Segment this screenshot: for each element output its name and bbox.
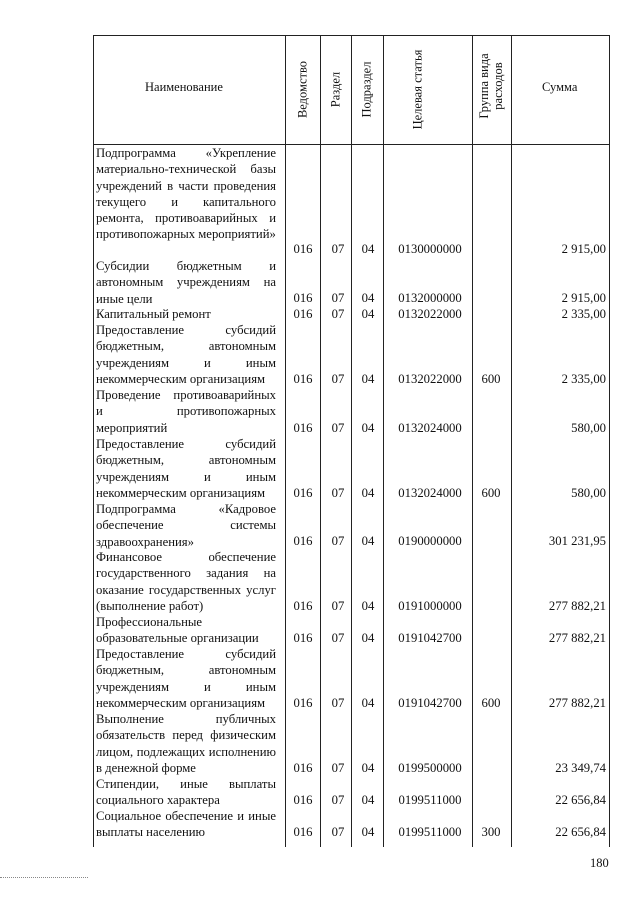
cell-section: 07 <box>331 761 345 775</box>
cell-target-article: 0199511000 <box>398 825 462 839</box>
cell-amount: 22 656,84 <box>555 825 606 839</box>
cell-subsection: 04 <box>361 372 375 386</box>
cell-department: 016 <box>293 599 313 613</box>
grid-line <box>320 35 321 847</box>
cell-department: 016 <box>293 825 313 839</box>
grid-line <box>472 35 473 847</box>
row-name: Стипендии, иные выплаты социального характера <box>96 777 276 808</box>
cell-department: 016 <box>293 242 313 256</box>
cell-section: 07 <box>331 486 345 500</box>
cell-target-article: 0130000000 <box>398 242 462 256</box>
row-name: Предоставление субсидий бюджетным, автономным учреждениям и иным некоммерческим организациям <box>96 647 276 710</box>
cell-amount: 23 349,74 <box>555 761 606 775</box>
header-expense-group: Группа вида расходов <box>477 53 505 119</box>
header-target-article: Целевая статья <box>410 49 425 130</box>
cell-amount: 277 882,21 <box>548 696 606 710</box>
cell-target-article: 0132022000 <box>398 372 462 386</box>
cell-target-article: 0132000000 <box>398 291 462 305</box>
grid-line <box>285 35 286 847</box>
grid-line <box>93 35 609 36</box>
cell-subsection: 04 <box>361 631 375 645</box>
cell-section: 07 <box>331 242 345 256</box>
cell-section: 07 <box>331 631 345 645</box>
cell-amount: 2 335,00 <box>561 307 606 321</box>
cell-amount: 22 656,84 <box>555 793 606 807</box>
cell-section: 07 <box>331 307 345 321</box>
cell-subsection: 04 <box>361 291 375 305</box>
cell-subsection: 04 <box>361 761 375 775</box>
cell-amount: 2 915,00 <box>561 242 606 256</box>
row-name: Предоставление субсидий бюджетным, автономным учреждениям и иным некоммерческим организациям <box>96 323 276 386</box>
header-department: Ведомство <box>295 60 310 119</box>
grid-line <box>511 35 512 847</box>
cell-target-article: 0190000000 <box>398 534 462 548</box>
cell-department: 016 <box>293 631 313 645</box>
cell-section: 07 <box>331 372 345 386</box>
row-name: Проведение противоаварийных и противопожарных мероприятий <box>96 388 276 435</box>
cell-subsection: 04 <box>361 825 375 839</box>
cell-expense-group: 600 <box>481 696 501 710</box>
cell-target-article: 0199511000 <box>398 793 462 807</box>
row-name: Подпрограмма «Кадровое обеспечение системы здравоохранения» <box>96 502 276 549</box>
cell-section: 07 <box>331 599 345 613</box>
cell-subsection: 04 <box>361 307 375 321</box>
cell-section: 07 <box>331 696 345 710</box>
cell-expense-group: 600 <box>481 486 501 500</box>
cell-amount: 580,00 <box>571 486 606 500</box>
cell-department: 016 <box>293 421 313 435</box>
grid-line <box>93 35 94 847</box>
cell-amount: 301 231,95 <box>548 534 606 548</box>
cell-target-article: 0191000000 <box>398 599 462 613</box>
cell-target-article: 0132024000 <box>398 421 462 435</box>
header-amount: Сумма <box>542 80 578 94</box>
header-name: Наименование <box>145 80 223 94</box>
cell-subsection: 04 <box>361 696 375 710</box>
cell-target-article: 0199500000 <box>398 761 462 775</box>
grid-line <box>609 35 610 847</box>
cell-department: 016 <box>293 696 313 710</box>
footer-divider <box>0 877 88 878</box>
page-number: 180 <box>590 856 609 870</box>
cell-department: 016 <box>293 291 313 305</box>
cell-expense-group: 300 <box>481 825 501 839</box>
cell-subsection: 04 <box>361 793 375 807</box>
cell-subsection: 04 <box>361 486 375 500</box>
cell-department: 016 <box>293 486 313 500</box>
row-name: Выполнение публичных обязательств перед физическим лицом, подлежащих исполнению в денежной форме <box>96 712 276 775</box>
cell-subsection: 04 <box>361 534 375 548</box>
row-name: Подпрограмма «Укрепление материально-технической базы учреждений в части проведения текущего и капитального ремонта, противоаварийных и противопожарных мероприятий» <box>96 146 276 242</box>
cell-target-article: 0132024000 <box>398 486 462 500</box>
cell-amount: 277 882,21 <box>548 599 606 613</box>
cell-amount: 277 882,21 <box>548 631 606 645</box>
header-subsection: Подраздел <box>359 61 374 118</box>
cell-target-article: 0132022000 <box>398 307 462 321</box>
header-section: Раздел <box>328 71 343 108</box>
cell-section: 07 <box>331 534 345 548</box>
cell-section: 07 <box>331 825 345 839</box>
cell-subsection: 04 <box>361 599 375 613</box>
cell-section: 07 <box>331 793 345 807</box>
cell-amount: 2 915,00 <box>561 291 606 305</box>
cell-target-article: 0191042700 <box>398 696 462 710</box>
cell-department: 016 <box>293 761 313 775</box>
grid-line <box>351 35 352 847</box>
cell-department: 016 <box>293 307 313 321</box>
cell-department: 016 <box>293 372 313 386</box>
cell-subsection: 04 <box>361 242 375 256</box>
cell-department: 016 <box>293 793 313 807</box>
cell-department: 016 <box>293 534 313 548</box>
row-name: Субсидии бюджетным и автономным учреждениям на иные цели <box>96 259 276 306</box>
cell-subsection: 04 <box>361 421 375 435</box>
row-name: Капитальный ремонт <box>96 307 211 321</box>
cell-expense-group: 600 <box>481 372 501 386</box>
row-name: Предоставление субсидий бюджетным, автономным учреждениям и иным некоммерческим организациям <box>96 437 276 500</box>
cell-amount: 580,00 <box>571 421 606 435</box>
grid-line <box>383 35 384 847</box>
cell-section: 07 <box>331 291 345 305</box>
row-name: Социальное обеспечение и иные выплаты населению <box>96 809 276 840</box>
row-name: Финансовое обеспечение государственного задания на оказание государственных услуг (выполнение работ) <box>96 550 276 613</box>
cell-amount: 2 335,00 <box>561 372 606 386</box>
cell-section: 07 <box>331 421 345 435</box>
row-name: Профессиональные образовательные организации <box>96 615 259 646</box>
cell-target-article: 0191042700 <box>398 631 462 645</box>
